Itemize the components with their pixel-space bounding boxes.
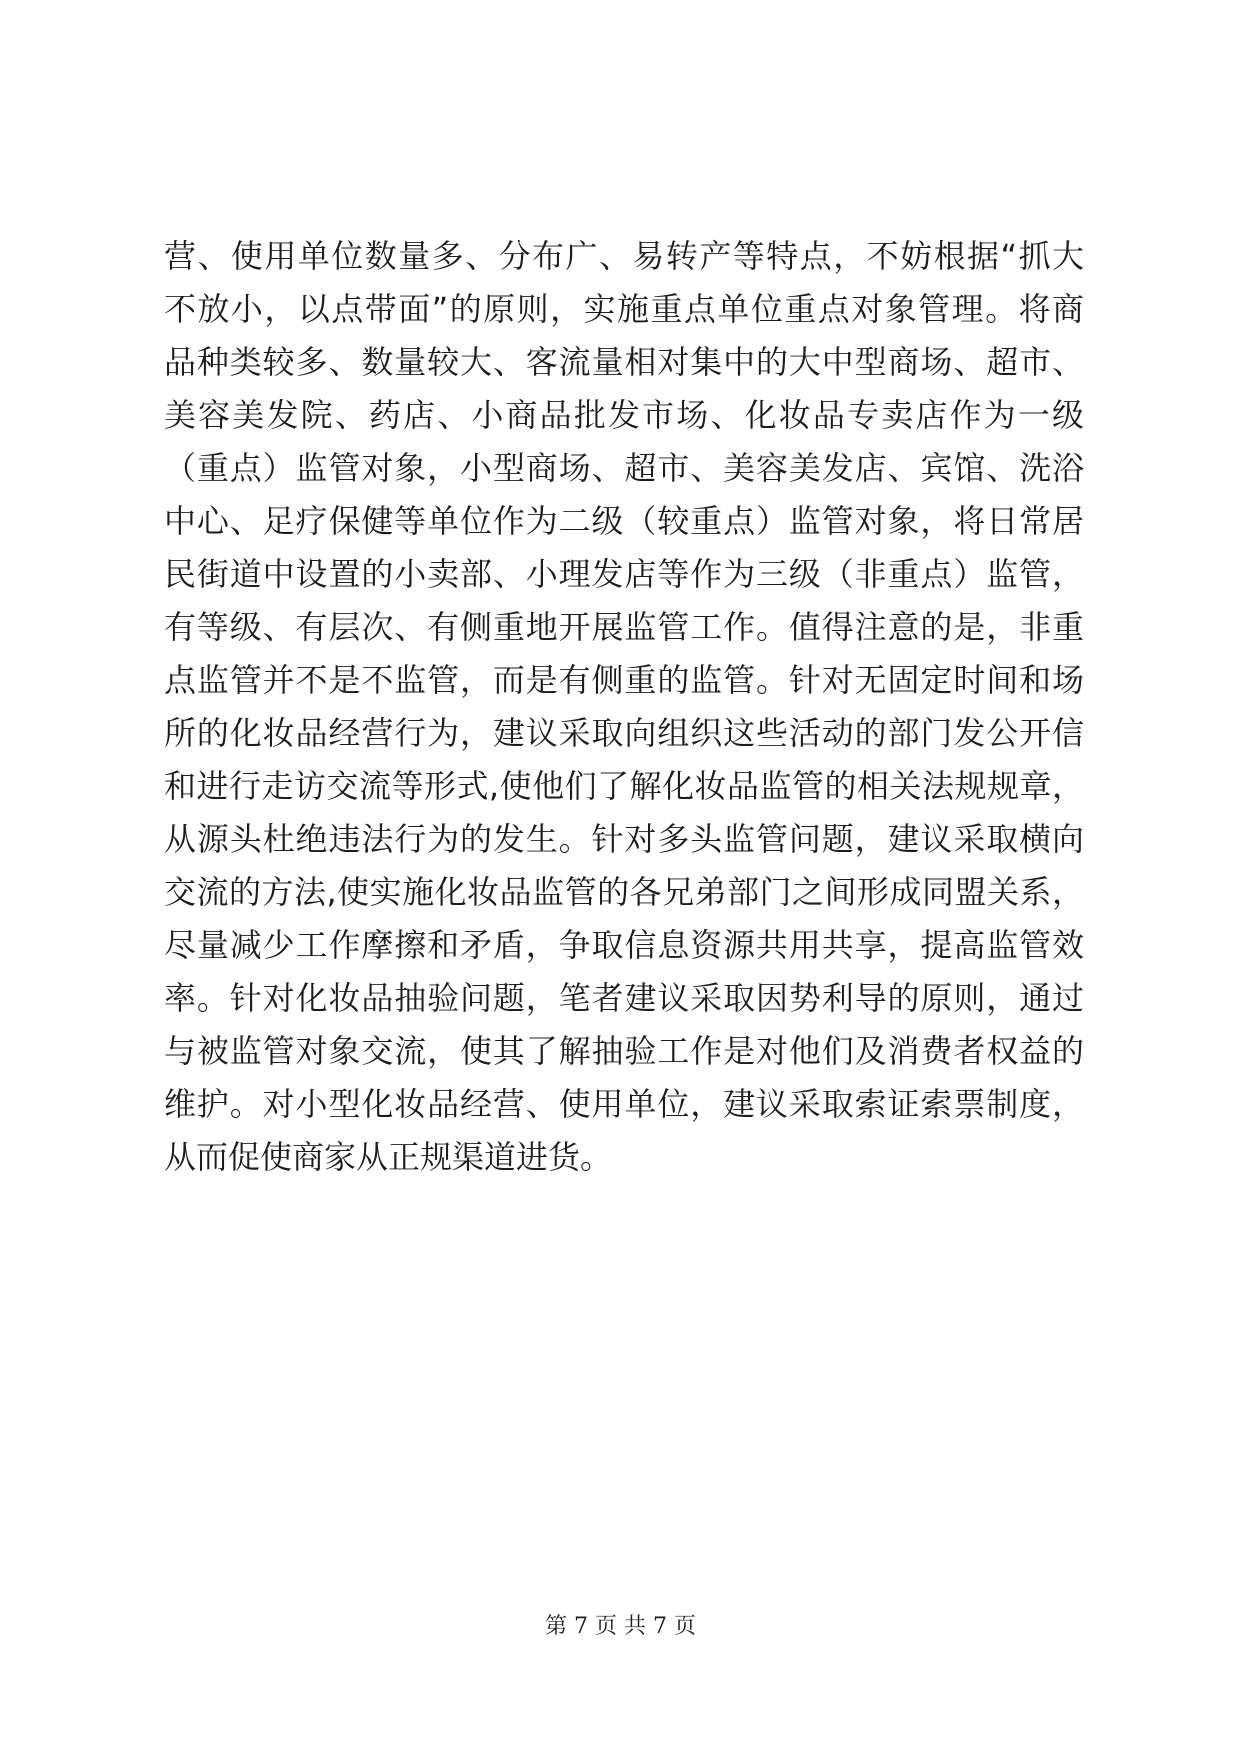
paragraph-line: 中心、足疗保健等单位作为二级（较重点）监管对象，将日常居 <box>164 502 1084 540</box>
paragraph-line: 营、使用单位数量多、分布广、易转产等特点，不妨根据“抓大 <box>164 237 1084 275</box>
paragraph-line: 不放小，以点带面”的原则，实施重点单位重点对象管理。将商 <box>164 290 1084 328</box>
paragraph-line: 与被监管对象交流，使其了解抽验工作是对他们及消费者权益的 <box>164 1032 1084 1070</box>
paragraph-line: 维护。对小型化妆品经营、使用单位，建议采取索证索票制度， <box>164 1085 1084 1123</box>
paragraph-line: 和进行走访交流等形式,使他们了解化妆品监管的相关法规规章， <box>164 767 1084 805</box>
paragraph-line: 交流的方法,使实施化妆品监管的各兄弟部门之间形成同盟关系， <box>164 873 1084 911</box>
paragraph-line: 民街道中设置的小卖部、小理发店等作为三级（非重点）监管， <box>164 555 1084 593</box>
body-paragraph <box>164 230 1084 1184</box>
paragraph-line: 从而促使商家从正规渠道进货。 <box>164 1138 613 1176</box>
page-number-footer: 第 7 页 共 7 页 <box>545 1614 696 1639</box>
paragraph-line: 率。针对化妆品抽验问题，笔者建议采取因势利导的原则，通过 <box>164 979 1084 1017</box>
paragraph-line: 从源头杜绝违法行为的发生。针对多头监管问题，建议采取横向 <box>164 820 1084 858</box>
paragraph-line: 美容美发院、药店、小商品批发市场、化妆品专卖店作为一级 <box>164 396 1084 434</box>
paragraph-line: 点监管并不是不监管，而是有侧重的监管。针对无固定时间和场 <box>164 661 1084 699</box>
paragraph-line: 有等级、有层次、有侧重地开展监管工作。值得注意的是，非重 <box>164 608 1084 646</box>
paragraph-line: 尽量减少工作摩擦和矛盾，争取信息资源共用共享，提高监管效 <box>164 926 1084 964</box>
paragraph-line: 品种类较多、数量较大、客流量相对集中的大中型商场、超市、 <box>164 343 1084 381</box>
paragraph-line: （重点）监管对象，小型商场、超市、美容美发店、宾馆、洗浴 <box>164 449 1084 487</box>
paragraph-line: 所的化妆品经营行为，建议采取向组织这些活动的部门发公开信 <box>164 714 1084 752</box>
